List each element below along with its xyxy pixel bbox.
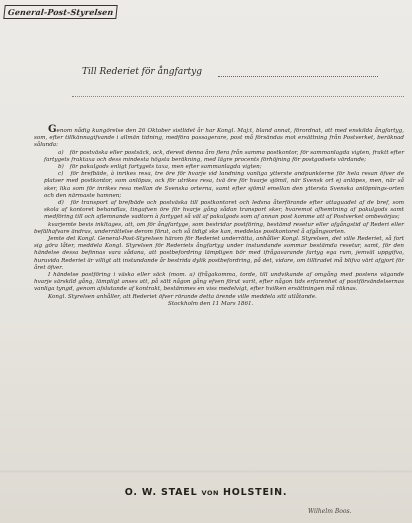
weight-paragraph: I händelse postföring i väska eller säck (mom. a) ifrågakomma, torde, till undvikande af omgång med postens vägande hvarje särskild gång, lämpligt anses att, på sätt någon gång efven förut varit, efter någon tids erfarenhet af postförsändelsernas vanliga tyngd, genom afslutande af kontrakt, bestämmes en viss medelvigt, efter hvilken ersättningen må räknas. [34, 272, 404, 293]
date-line: Stockholm den 11 Mars 1861. [168, 300, 254, 307]
item-label: c) [58, 171, 64, 178]
recipient-line: Till Rederiet för ångfartyg [82, 67, 202, 77]
item-text: för brefbäde, à inrikes resa, tre öre för hvarje vid landning vanliga ytterste andpunkterne för hela resan öfver de platser med postkontor, som anlöpas, ock för utrikes resa, tvä öre för hvarje sjömil, när Svensk ort ej anlöpes, men, när så sker, lika som för inrikes resa mellan de Svenska orterna, samt efter sjömil emellan den yttersta Svenska anlöpnings-orten och den närmaste hamnen; [44, 171, 405, 199]
item-text: för pakulgods enligt fartygets taxa, men efter sammanlagda vigten; [69, 164, 262, 171]
list-item-a [34, 150, 404, 164]
closing-paragraph: Kongl. Styrelsen anhåller, att Rederiet öfver rörande detta ärende ville meddela sitt utlåtande. [48, 293, 317, 300]
address-blank-line [72, 96, 404, 97]
list-item-d [34, 200, 404, 222]
list-item-c [34, 171, 404, 200]
issuer-stamp: General-Post-Styrelsen [3, 5, 118, 19]
item-label: d) [58, 200, 64, 207]
letter-body [34, 126, 404, 308]
item-label: b) [58, 164, 64, 171]
notice-paragraph: kvarjemte bevis inkltages, att, om för ångfartyge, som bestridar postföring, bestämd resetur eller afgångstid af Rederi eller befälhafvare ändras, underrättelse derom förut, och så tidigt ske kan, meddelas postkontoret å afgångsorten. [34, 221, 404, 235]
paper-crease [0, 470, 412, 473]
signature-name-first: O. W. STAEL [124, 487, 198, 498]
signature [0, 487, 412, 498]
signature-name-last: HOLSTEIN. [223, 487, 288, 498]
recipient-blank-line [218, 76, 378, 77]
signature-von: VON [201, 489, 219, 497]
item-label: a) [58, 149, 64, 156]
intro-paragraph: Genom nådig kungörelse den 26 Oktober sistlidet år har Kongl. Maj:t, bland annat, förordnat, att med enskilda ångfartyg, som, efter tillkännagifvande i allmän tidning, medföra passagerare, post må försändas mot ersättning från Postverket, beräknad sålunda: [34, 124, 404, 149]
request-paragraph: Jemte det Kongl. General-Post-Styrelsen härom för Rederiet underrätta, anhåller Kongl. Styrelsen, det ville Rederiet, så fort sig göra låter, meddela Kongl. Styrelsen för Rederiets ångfartyg under instundande sommar bestämda resetur, samt, för den händelse dessa befinnas vara sådana, att postbefordring lämpligen bör med ifrågavarande fartyg ega rum, jemväl uppgifva, huruvida Rederiet är villigt att instundande år bestrida dylik postbefordring, på det, vidare, om tilltradet må blifva värt afgjort för året öfver. [34, 236, 404, 271]
item-text: för transport af brefbäde och postväska till postkontoret och ledsna återförande efter attaguadet af de bref, som skola af kontoret behandlas, tingafven öre för hvarje gång sådan transport sker, hvaremot afhemtning af pakulgods samt medföring till och aflemnande vadtorn à fartyget så väl af pakulgods som af annan post komme att af Postverket ombesörjas; [44, 200, 405, 221]
clerk-signature: Wilhelm Boos. [308, 508, 352, 515]
item-text: för postväska eller postsäck, ock, derest denna åro flera från samma postkontor, för sammanlagda vigten, fraktt efter fartygets fraktaxa och dess mindesta högsta beräkning, med lägre procents förhöjning för postgodsets värdande; [44, 149, 404, 163]
